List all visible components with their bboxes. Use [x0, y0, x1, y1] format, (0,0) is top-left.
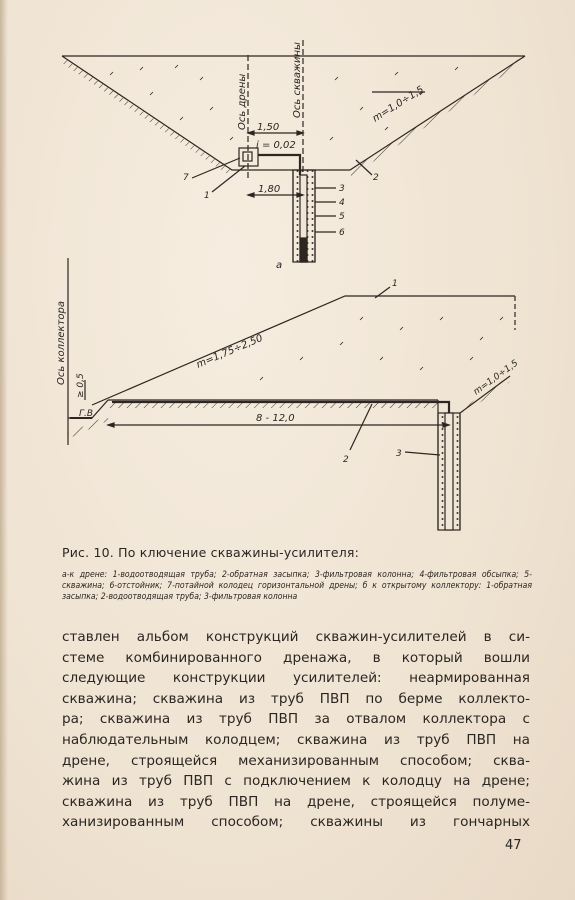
- axis-drain-label: Ось дрены: [237, 73, 248, 130]
- body-line: скважина; скважина из труб ПВП по берме коллекто-: [62, 690, 530, 707]
- body-line: ханизированным способом; скважины из гончарных: [62, 814, 530, 831]
- body-line: жина из труб ПВП с подключением к колодцу на дрене;: [62, 773, 530, 790]
- callout-7a: 7: [183, 173, 189, 183]
- body-line: дрене, строящейся механизированным способом; сква-: [62, 752, 530, 769]
- callout-4a: 4: [339, 198, 345, 208]
- callout-3b: 3: [396, 449, 402, 459]
- sump: [300, 238, 307, 262]
- soil-marks-b: [260, 317, 503, 380]
- diagram-part-b: [68, 258, 515, 530]
- slope-left-label: m=1,75÷2,50: [194, 332, 265, 371]
- filter-column-b: [445, 413, 453, 530]
- caption-title: Рис. 10. По ключение скважины-усилителя:: [62, 545, 360, 560]
- callout-5a: 5: [339, 212, 345, 222]
- dim-bottom-label: 1,80: [258, 184, 281, 195]
- body-line: стеме комбинированного дренажа, в который вошли: [62, 649, 530, 666]
- collector-hatch: [68, 418, 108, 436]
- body-paragraph: [62, 627, 530, 833]
- callout-2b: 2: [343, 455, 349, 465]
- slope-hatch-left: [62, 60, 232, 174]
- callout-6a: 6: [339, 228, 345, 238]
- embankment-top: [92, 296, 515, 405]
- water-level-label: Г.В.: [79, 409, 96, 419]
- caption-legend: а-к дрене: 1-водоотводящая труба; 2-обратная засыпка; 3-фильтровая колонна; 4-фильтровая обсыпка; 5-скважина; 6-отстойник; 7-потайной колодец горизонтальной дрены; б к открытому коллектору: 1-обратная засыпка; 2-водоотводящая труба; 3-фильтровая колонна: [62, 570, 532, 602]
- page-number: 47: [505, 838, 522, 853]
- leader-3b: [405, 452, 440, 455]
- axis-collector-label: Ось коллектора: [56, 301, 67, 385]
- body-line: ставлен альбом конструкций скважин-усилителей в си-: [62, 629, 530, 645]
- body-line: скважина из труб ПВП на дрене, строящейся полуме-: [62, 793, 530, 810]
- dim-top-label: 1,50: [257, 122, 280, 133]
- trench-wall-right: [460, 376, 510, 530]
- slope-label: i = 0,02: [256, 140, 296, 151]
- body-line: следующие конструкции усилителей: неармированная: [62, 670, 530, 687]
- slope-right-label: m=1,0÷1,5: [471, 358, 521, 398]
- slope-ratio-label: m=1,0÷1,5: [370, 84, 427, 125]
- callout-2a: 2: [373, 173, 379, 183]
- axis-well-label: Ось скважины: [292, 42, 303, 118]
- callout-1b: 1: [392, 279, 398, 289]
- callout-1a: 1: [204, 191, 210, 201]
- dim-span-label: 8 - 12,0: [256, 413, 295, 424]
- part-a-label: а: [276, 260, 283, 271]
- body-line: ра; скважина из труб ПВП за отвалом коллектора с: [62, 711, 530, 728]
- leader-2b: [350, 404, 372, 450]
- figure-caption: [62, 545, 532, 603]
- dim-height-label: ≥ 0,5: [76, 373, 86, 398]
- body-line: наблюдательным колодцем; скважина из труб ПВП на: [62, 731, 530, 748]
- callout-3a: 3: [339, 184, 345, 194]
